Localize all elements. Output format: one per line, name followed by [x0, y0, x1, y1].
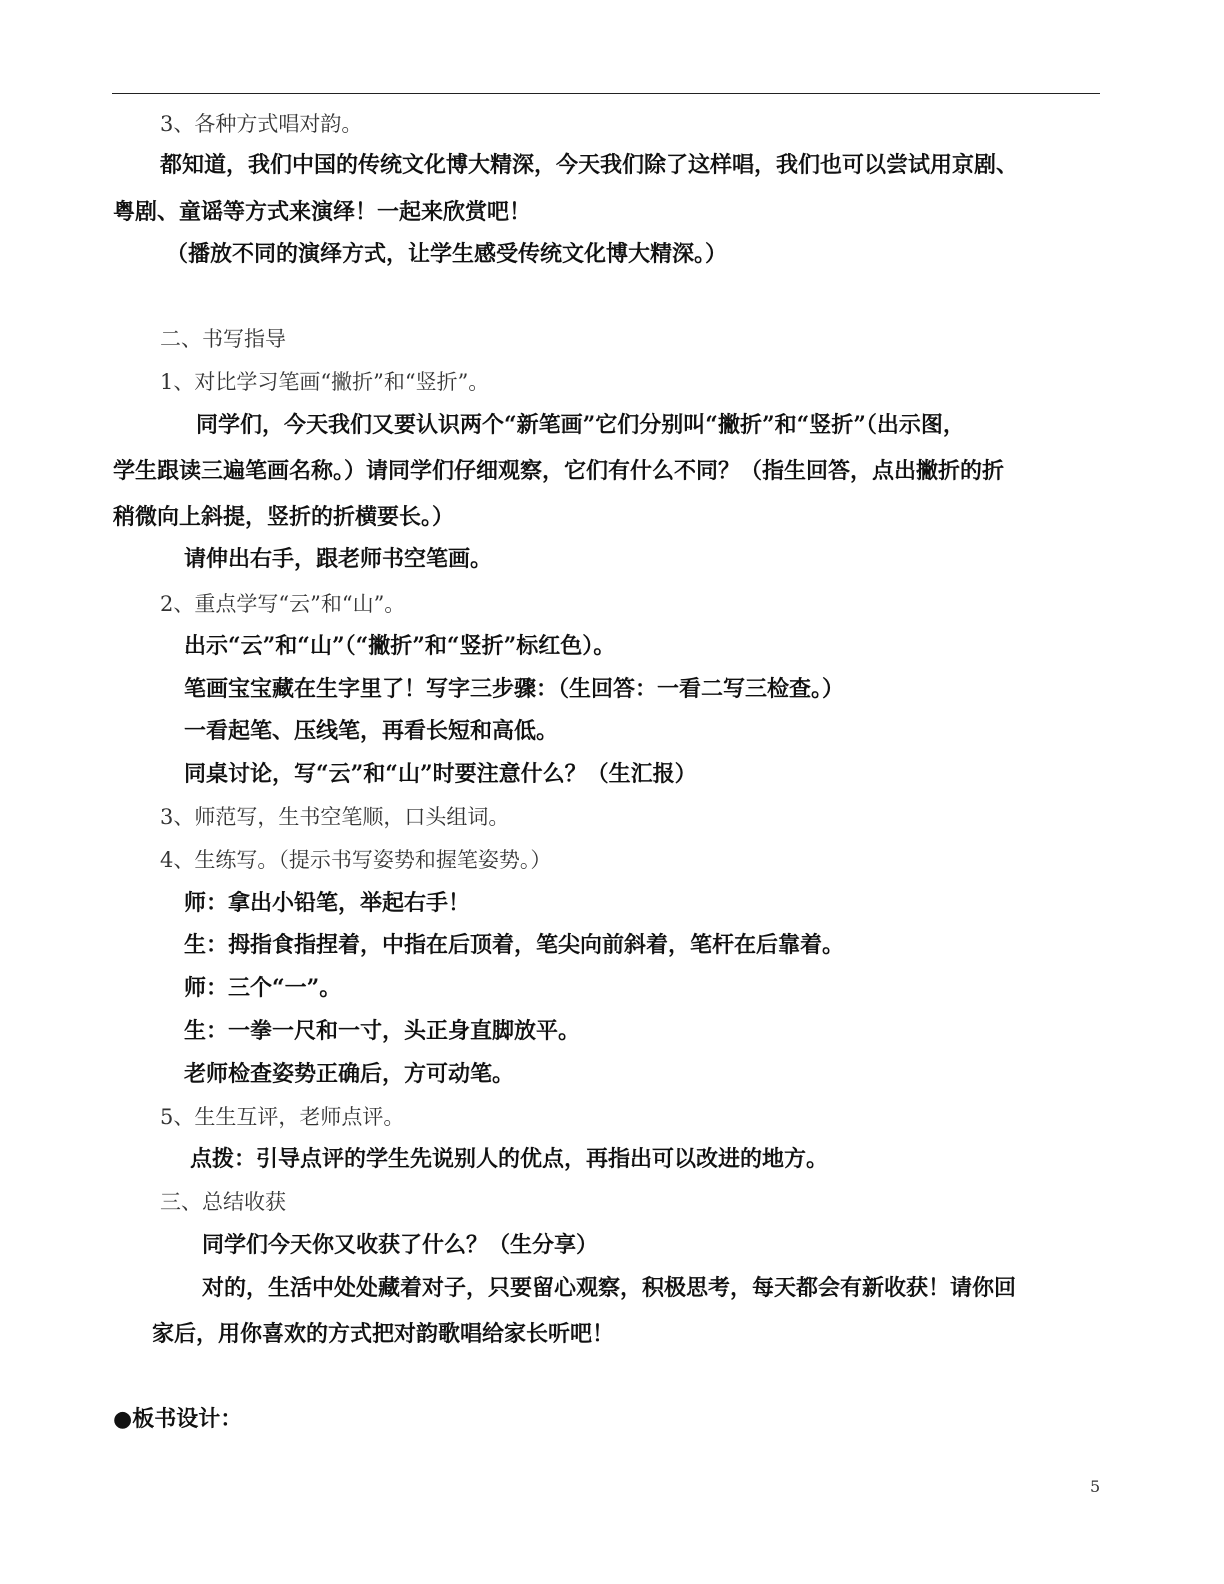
text-line: 生：拇指食指捏着，中指在后顶着，笔尖向前斜着，笔杆在后靠着。	[184, 932, 845, 958]
section-heading: 三、总结收获	[160, 1190, 286, 1214]
text-line: 点拨：引导点评的学生先说别人的优点，再指出可以改进的地方。	[190, 1146, 829, 1172]
board-design-heading: ●板书设计：	[113, 1406, 243, 1432]
text-line: 1、对比学习笔画“撇折”和“竖折”。	[160, 370, 490, 394]
text-line: 出示“云”和“山”（“撇折”和“竖折”标红色）。	[184, 633, 616, 659]
text-line: 师：拿出小铅笔，举起右手！	[184, 890, 471, 916]
text-line: 同学们今天你又收获了什么？（生分享）	[202, 1232, 599, 1258]
text-line: 生：一拳一尺和一寸，头正身直脚放平。	[184, 1018, 581, 1044]
text-line: 请伸出右手，跟老师书空笔画。	[184, 546, 493, 572]
text-line: 3、师范写，生书空笔顺，口头组词。	[160, 805, 510, 829]
text-line: 4、生练写。（提示书写姿势和握笔姿势。）	[160, 848, 552, 872]
text-line: 一看起笔、压线笔，再看长短和高低。	[184, 718, 559, 744]
text-line: 2、重点学写“云”和“山”。	[160, 592, 406, 616]
page-number: 5	[1090, 1477, 1101, 1496]
text-line: 稍微向上斜提，竖折的折横要长。）	[113, 504, 455, 530]
text-line: 粤剧、童谣等方式来演绎！一起来欣赏吧！	[113, 199, 532, 225]
header-rule	[112, 93, 1100, 94]
text-line: 同学们，今天我们又要认识两个“新笔画”它们分别叫“撇折”和“竖折”（出示图，	[196, 412, 965, 438]
section-heading: 二、书写指导	[160, 327, 286, 351]
text-line: 学生跟读三遍笔画名称。）请同学们仔细观察，它们有什么不同？（指生回答，点出撇折的折	[113, 458, 1005, 484]
text-line: 3、各种方式唱对韵。	[160, 112, 363, 136]
text-line: 老师检查姿势正确后，方可动笔。	[184, 1061, 515, 1087]
text-line: （播放不同的演绎方式，让学生感受传统文化博大精深。）	[166, 241, 728, 267]
text-line: 家后，用你喜欢的方式把对韵歌唱给家长听吧！	[152, 1321, 615, 1347]
text-line: 都知道，我们中国的传统文化博大精深，今天我们除了这样唱，我们也可以尝试用京剧、	[160, 152, 1019, 178]
text-line: 师：三个“一”。	[184, 975, 342, 1001]
text-line: 同桌讨论，写“云”和“山”时要注意什么？（生汇报）	[184, 761, 697, 787]
text-line: 5、生生互评，老师点评。	[160, 1105, 405, 1129]
text-line: 笔画宝宝藏在生字里了！写字三步骤：（生回答：一看二写三检查。）	[184, 676, 845, 702]
text-line: 对的，生活中处处藏着对子，只要留心观察，积极思考，每天都会有新收获！请你回	[202, 1275, 1017, 1301]
